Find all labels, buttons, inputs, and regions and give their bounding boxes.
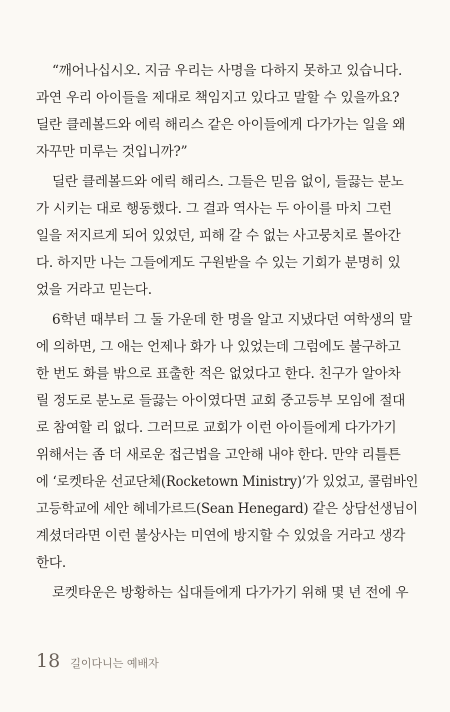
text-line: 한다.	[36, 555, 66, 571]
text-line: 한 번도 화를 밖으로 표출한 적은 없었다고 한다. 친구가 알아차	[36, 366, 401, 382]
text-line: 자꾸만 미루는 것입니까?”	[36, 144, 188, 160]
text-line: 에 의하면, 그 애는 언제나 화가 나 있었는데 그럼에도 불구하고	[36, 339, 401, 355]
text-line: 딜란 클레볼드와 에릭 해리스. 그들은 믿음 없이, 들끓는 분노	[52, 174, 404, 190]
text-line: 었을 거라고 믿는다.	[36, 282, 152, 298]
text-line: 위해서는 좀 더 새로운 접근법을 고안해 내야 한다. 만약 리틀튼	[36, 447, 401, 463]
text-line: 에 ‘로켓타운 선교단체(Rocketown Ministry)’가 있었고, 콜럼바인	[36, 474, 419, 490]
text-line: 다. 하지만 나는 그들에게도 구원받을 수 있는 기회가 분명히 있	[36, 255, 401, 271]
text-line: 일을 저지르게 되어 있었던, 피해 갈 수 없는 사고뭉치로 몰아간	[36, 228, 401, 244]
page-footer	[36, 650, 159, 674]
paragraph-quote	[36, 58, 418, 166]
text-line: 가 시키는 대로 행동했다. 그 결과 역사는 두 아이를 마치 그런	[36, 201, 392, 217]
running-title: 길이다니는 예배자	[70, 657, 159, 670]
text-line: 로 참여할 리 없다. 그러므로 교회가 이런 아이들에게 다가가기	[36, 420, 397, 436]
text-line: 딜란 클레볼드와 에릭 해리스 같은 아이들에게 다가가는 일을 왜	[36, 117, 406, 133]
text-line: “깨어나십시오. 지금 우리는 사명을 다하지 못하고 있습니다.	[52, 63, 403, 79]
text-line: 로켓타운은 방황하는 십대들에게 다가가기 위해 몇 년 전에 우	[52, 585, 409, 601]
page-number: 18	[36, 650, 61, 672]
text-line: 고등학교에 세안 헤네가르드(Sean Henegard) 같은 상담선생님이	[36, 501, 418, 517]
paragraph-rocketown	[36, 580, 418, 607]
paragraph-sixth-grade	[36, 307, 418, 577]
text-line: 과연 우리 아이들을 제대로 책임지고 있다고 말할 수 있을까요?	[36, 90, 400, 106]
text-line: 6학년 때부터 그 둘 가운데 한 명을 알고 지냈다던 여학생의 말	[52, 312, 413, 328]
paragraph-dylan-eric	[36, 169, 418, 304]
body-text	[36, 58, 418, 607]
text-line: 계셨더라면 이런 불상사는 미연에 방지할 수 있었을 거라고 생각	[36, 528, 406, 544]
text-line: 릴 정도로 분노로 들끓는 아이였다면 교회 중고등부 모임에 절대	[36, 393, 406, 409]
